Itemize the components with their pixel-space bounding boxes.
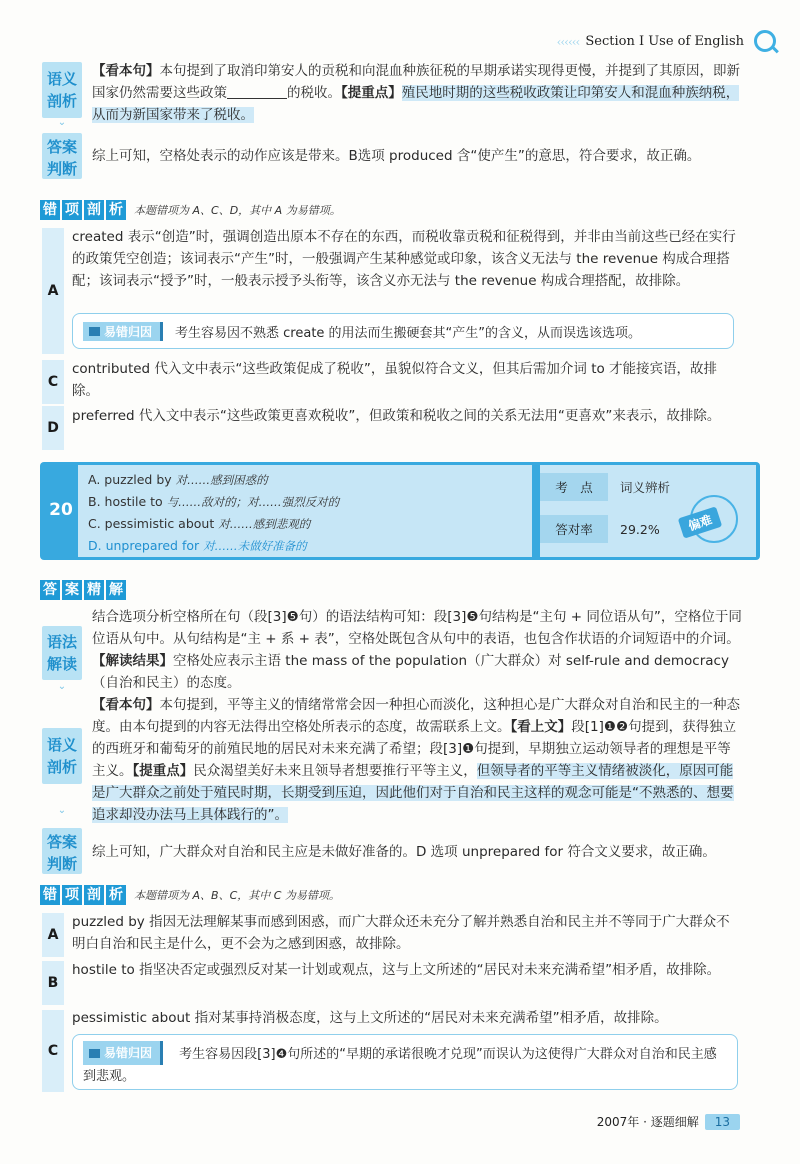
badge-line: 答案 [46,138,77,156]
option-en: B. hostile to [88,494,163,509]
text: 本句提到了取消印第安人的贡税和向混血种族征税的早期承诺实现得更慢，并提到了其原因，即新国家仍然需要这些政策 [92,63,740,101]
option-en: A. puzzled by [88,472,172,487]
error-item-a: puzzled by 指因无法理解某事而感到困惑，而广大群众还未充分了解并熟悉自治和民主并不等同于广大群众不明白自治和民主是什么，更不会为之感到困惑，故排除。 [72,914,730,952]
answer-badge-1 [42,133,82,179]
chevron-down-icon: ⌄ [57,117,67,128]
text: 空格处应表示主语 the mass of the population（广大群众）对 self-rule and democracy（自治和民主）的态度。 [92,653,729,691]
section-char: 剖 [84,885,104,905]
chevron-down-icon: ⌄ [57,805,67,816]
chevron-down-icon: ⌄ [57,681,67,692]
section-char: 项 [62,885,82,905]
option-letter-a: A [42,913,64,957]
rate-label: 答对率 [540,515,608,543]
mistake-box-2 [72,1034,738,1090]
badge-line: 解读 [46,655,77,673]
error-item-d: preferred 代入文中表示“这些政策更喜欢税收”，但政策和税收之间的关系无法用“更喜欢”来表示，故排除。 [72,408,721,424]
option-d-correct [88,535,522,557]
yufa-badge [42,626,82,692]
option-a [88,469,522,491]
section-char: 精 [84,580,104,600]
option-letter-a: A [42,228,64,354]
section-char: 错 [40,885,60,905]
badge-line: 判断 [46,160,77,178]
page-footer [597,1113,740,1130]
yiyi-paragraph-2 [92,694,744,826]
text: 段[1]❶❷句提到，获得独立的西班牙和葡萄牙的前殖民地的居民对未来充满了希望；段[3]❶句提到，早期独立运动领导者的理想是平等主义。 [92,719,737,779]
option-en: C. pessimistic about [88,516,215,531]
option-cn: 对……感到悲观的 [218,517,311,531]
label-kanbenju: 【看本句】 [92,63,160,79]
option-c [88,513,522,535]
label-kanbenju: 【看本句】 [92,697,160,713]
section-char: 项 [62,200,82,220]
label-tizhongdian: 【提重点】 [341,85,402,101]
section-note: 本题错项为 A、B、C，其中 C 为易错项。 [134,889,340,902]
mistake-text: 考生容易因不熟悉 create 的用法而生搬硬套其“产生”的含义，从而误选该选项。 [175,325,642,341]
section-char: 错 [40,200,60,220]
badge-line: 语法 [46,633,77,651]
badge-line: 剖析 [46,92,77,110]
answer-paragraph-2: 综上可知，广大群众对自治和民主应是未做好准备的。D 选项 unprepared for 符合文义要求，故正确。 [92,844,716,860]
errors-header-2 [40,885,340,905]
option-en: D. unprepared for [88,538,200,553]
answer-paragraph-1: 综上可知，空格处表示的动作应该是带来。B选项 produced 含“使产生”的意思，符合要求，故正确。 [92,148,701,164]
arrows-decoration: ‹‹‹‹‹‹ [556,34,580,49]
monitor-icon [89,327,100,336]
mistake-tag-label: 易错归因 [104,324,153,339]
monitor-icon [89,1049,100,1058]
error-item-b: hostile to 指坚决否定或强烈反对某一计划或观点，这与上文所述的“居民对未来充满希望”相矛盾，故排除。 [72,962,721,978]
section-char: 剖 [84,200,104,220]
blank-line [227,85,287,99]
yiyi-badge-1 [42,62,82,128]
badge-line: 判断 [46,855,77,873]
question-number: 20 [49,500,73,520]
answer-badge-2 [42,828,82,874]
section-char: 析 [106,200,126,220]
text: 本句提到，平等主义的情绪常常会因一种担心而淡化，这种担心是广大群众对自治和民主的一种态度。由本句提到的内容无法得出空格处所表示的态度，故需联系上文。 [92,697,740,735]
text: 结合选项分析空格所在句（段[3]❺句）的语法结构可知：段[3]❺句结构是“主句 + 同位语从句”，空格位于同位语从句中。从句结构是“主 + 系 + 表”，空格处既包含从句中的表语，也包含作状语的介词短语中的介词。 [92,609,742,647]
highlight-text: 但领导者的平等主义情绪被淡化，原因可能是广大群众之前处于殖民时期，长期受到压迫，因此他们对于自治和民主这样的观念可能是“不熟悉的、想要追求却没办法马上具体践行的”。 [92,763,734,823]
text: 的税收。 [287,85,341,101]
option-list [78,465,532,557]
section-char: 案 [62,580,82,600]
error-item-c: pessimistic about 指对某事持消极态度，这与上文所述的“居民对未来充满希望”相矛盾，故排除。 [72,1010,668,1026]
error-item-a: created 表示“创造”时，强调创造出原本不存在的东西，而税收靠贡税和征税得到，并非由当前这些已经在实行的政策凭空创造；该词表示“产生”时，一般强调产生某种感觉或印象，该含义无法与 the revenue 构成合理搭配；该词表示“授予”时，一般表示授予头衔等，该含义亦无法与 the revenue 构成合理搭配，故排除。 [72,229,736,289]
option-cn: 与……敌对的；对……强烈反对的 [166,495,340,509]
mistake-tag [83,322,163,341]
header-title: Section I Use of English [585,34,744,49]
page-number: 13 [705,1114,740,1130]
mistake-tag [83,1041,163,1065]
kp-label: 考 点 [540,473,608,501]
rate-value: 29.2% [620,521,660,537]
section-char: 答 [40,580,60,600]
mistake-line [83,1041,727,1088]
option-letter-c: C [42,360,64,404]
errors-header-1 [40,200,341,220]
section-char: 析 [106,885,126,905]
mistake-box-1 [72,313,734,349]
section-note: 本题错项为 A、C、D，其中 A 为易错项。 [134,204,341,217]
option-b [88,491,522,513]
label-tizhongdian: 【提重点】 [132,763,194,779]
running-header [557,34,744,49]
yiyi-paragraph-1 [92,60,742,126]
badge-line: 语义 [46,736,77,754]
highlight-text: 殖民地时期的这些税收政策让印第安人和混血种族纳税，从而为新国家带来了税收。 [92,85,740,123]
label-result: 【解读结果】 [92,653,173,669]
yiyi-badge-2 [42,728,82,816]
footer-label: 2007年 · 逐题细解 [596,1115,699,1129]
error-item-c: contributed 代入文中表示“这些政策促成了税收”，虽貌似符合文义，但其后需加介词 to 才能接宾语，故排除。 [72,361,718,399]
mistake-tag-label: 易错归因 [104,1046,153,1060]
option-letter-c: C [42,1010,64,1092]
badge-line: 答案 [46,833,77,851]
section-char: 解 [106,580,126,600]
jingjie-header [40,580,126,600]
option-cn: 对……感到困惑的 [175,473,268,487]
label-kanshangwen: 【看上文】 [510,719,572,735]
mistake-text: 考生容易因段[3]❹句所述的“早期的承诺很晚才兑现”而误认为这使得广大群众对自治和民主感到悲观。 [83,1046,717,1084]
kp-value: 词义辨析 [620,480,671,495]
yufa-paragraph [92,606,744,694]
difficulty-stamp: 偏难 [678,506,723,538]
badge-line: 剖析 [46,758,77,776]
option-letter-d: D [42,406,64,450]
text: 民众渴望美好未来且领导者想要推行平等主义， [193,763,477,779]
search-q-icon [754,30,776,52]
badge-line: 语义 [46,70,77,88]
option-letter-b: B [42,961,64,1005]
option-cn: 对……未做好准备的 [203,539,307,553]
